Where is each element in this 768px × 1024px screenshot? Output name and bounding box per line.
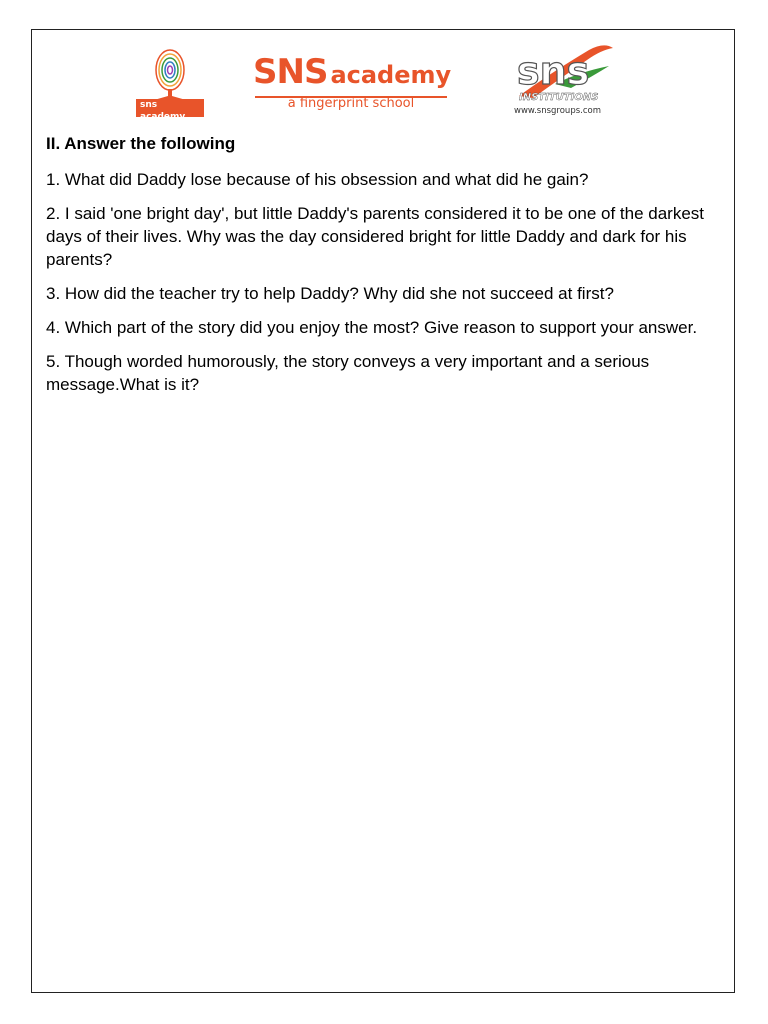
section-heading: II. Answer the following [46,134,236,153]
question-5: 5. Though worded humorously, the story conveys a very important and a serious message.What is it? [46,352,650,394]
fingerprint-tree-icon [134,46,206,102]
left-logo-label [136,99,204,128]
question-4: 4. Which part of the story did you enjoy the most? Give reason to support your answer. [46,318,698,337]
wordmark-brand [253,52,451,92]
worksheet-content [46,132,716,407]
right-logo-mark: sns [517,49,590,93]
right-logo-label: INSTITUTIONS [519,92,599,103]
question-1: 1. What did Daddy lose because of his obsession and what did he gain? [46,170,589,189]
wordmark-academy: academy [330,61,452,89]
left-logo-name: sns academy [140,100,186,122]
question-3: 3. How did the teacher try to help Daddy? Why did she not succeed at first? [46,284,614,303]
wordmark-tagline: a fingerprint school [287,96,415,111]
sns-academy-wordmark [251,52,451,112]
left-logo-subtitle: a fingerprint school [146,123,185,128]
wordmark-sns: SNS [253,52,328,92]
header-logos [31,40,735,128]
sns-academy-fingerprint-logo [134,46,206,128]
sns-institutions-logo [509,44,619,120]
right-logo-url: www.snsgroups.com [514,106,601,116]
sns-institutions-mark-icon [509,44,619,104]
question-2: 2. I said 'one bright day', but little Daddy's parents considered it to be one of the darkest days of their lives. Why was the day considered bright for little Daddy and dark for his parents? [46,204,705,269]
